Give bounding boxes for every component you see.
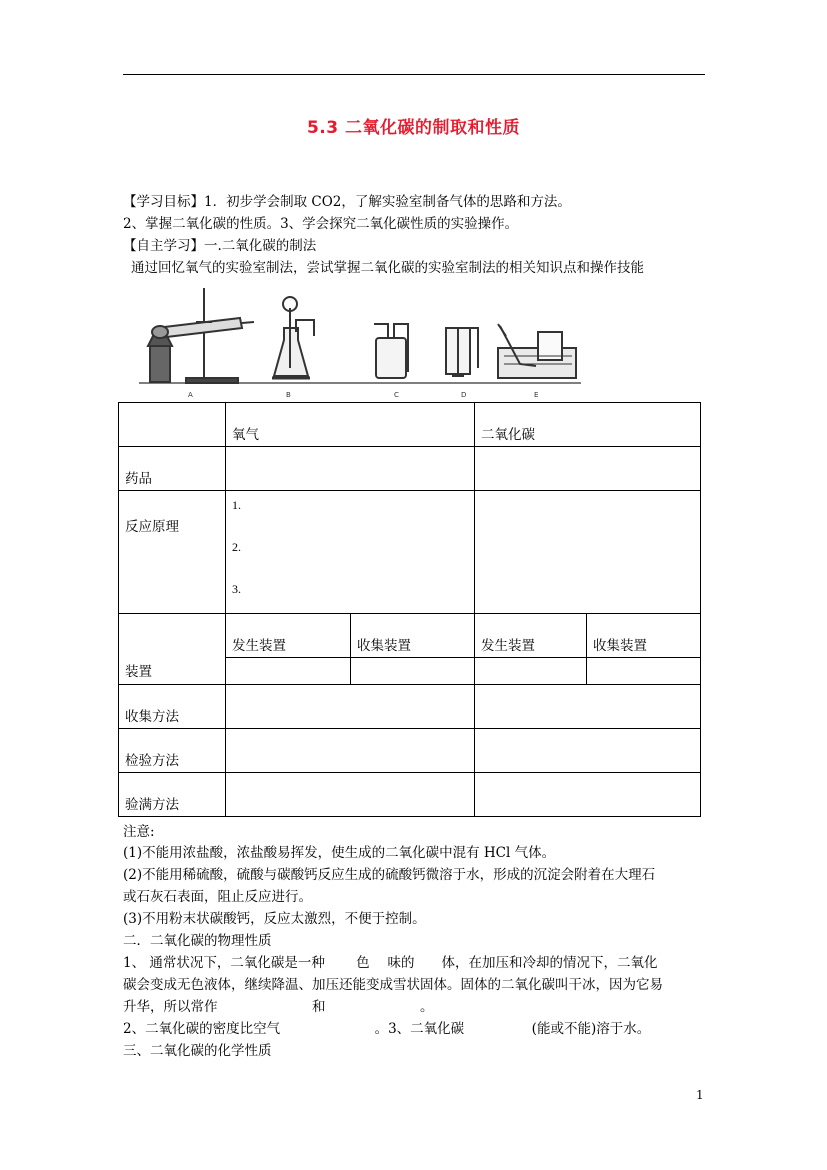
apparatus-label-c: C bbox=[394, 391, 399, 399]
test-oxygen-cell bbox=[226, 729, 475, 773]
apparatus-c bbox=[374, 324, 408, 378]
header-co2: 二氧化碳 bbox=[475, 403, 701, 447]
co2-generator-cell bbox=[475, 658, 587, 685]
page-title: 5.3 二氧化碳的制取和性质 bbox=[306, 118, 521, 138]
table-row-apparatus-top bbox=[119, 614, 701, 658]
goals-line-2: 2、掌握二氧化碳的性质。3、学会探究二氧化碳性质的实验操作。 bbox=[123, 216, 519, 232]
notes-heading: 注意: bbox=[123, 824, 155, 840]
oxygen-collector-cell bbox=[351, 658, 475, 685]
full-co2-cell bbox=[475, 773, 701, 817]
note-1: (1)不能用浓盐酸，浓盐酸易挥发，使生成的二氧化碳中混有 HCl 气体。 bbox=[123, 845, 556, 861]
header-oxygen: 氧气 bbox=[226, 403, 475, 447]
apparatus-label-b: B bbox=[286, 391, 291, 399]
full-oxygen-cell bbox=[226, 773, 475, 817]
principle-item-2: 2. bbox=[232, 540, 241, 554]
note-2a: (2)不能用稀硫酸，硫酸与碳酸钙反应生成的硫酸钙微溶于水，形成的沉淀会附着在大理石 bbox=[123, 867, 656, 883]
page-number: 1 bbox=[696, 1088, 704, 1102]
physical-1a: 1、 通常状况下，二氧化碳是一种 色 味的 体，在加压和冷却的情况下，二氧化 bbox=[123, 955, 658, 971]
principle-item-1: 1. bbox=[232, 498, 241, 512]
apparatus-label-d: D bbox=[461, 391, 467, 399]
principle-co2-cell bbox=[475, 491, 701, 614]
lab-apparatus-figure bbox=[136, 288, 586, 402]
table-row-reagent bbox=[119, 447, 701, 491]
table-row-header bbox=[119, 403, 701, 447]
chemical-heading: 三、二氧化碳的化学性质 bbox=[123, 1043, 272, 1059]
row-label-apparatus: 装置 bbox=[119, 614, 226, 685]
oxygen-generator-cell bbox=[226, 658, 351, 685]
oxygen-generator-label: 发生装置 bbox=[226, 614, 351, 658]
principle-item-3: 3. bbox=[232, 582, 241, 596]
table-row-collect bbox=[119, 685, 701, 729]
goals-line-1: 【学习目标】1．初步学会制取 CO2，了解实验室制备气体的思路和方法。 bbox=[123, 194, 571, 210]
collect-oxygen-cell bbox=[226, 685, 475, 729]
co2-collector-label: 收集装置 bbox=[587, 614, 701, 658]
collect-co2-cell bbox=[475, 685, 701, 729]
oxygen-collector-label: 收集装置 bbox=[351, 614, 475, 658]
comparison-table bbox=[118, 402, 701, 817]
table-row-principle bbox=[119, 491, 701, 614]
table-row-test bbox=[119, 729, 701, 773]
physical-heading: 二．二氧化碳的物理性质 bbox=[123, 933, 272, 949]
principle-oxygen-cell bbox=[226, 491, 475, 614]
apparatus-label-e: E bbox=[534, 391, 539, 399]
table-corner-cell bbox=[119, 403, 226, 447]
apparatus-label-a: A bbox=[188, 391, 193, 399]
self-study-intro: 通过回忆氧气的实验室制法，尝试掌握二氧化碳的实验室制法的相关知识点和操作技能 bbox=[131, 260, 644, 276]
co2-collector-cell bbox=[587, 658, 701, 685]
physical-1b: 碳会变成无色液体，继续降温、加压还能变成雪状固体。固体的二氧化碳叫干冰，因为它易 bbox=[123, 977, 663, 993]
row-label-collect: 收集方法 bbox=[119, 685, 226, 729]
note-2b: 或石灰石表面，阻止反应进行。 bbox=[123, 889, 312, 905]
row-label-reagent: 药品 bbox=[119, 447, 226, 491]
table-row-full bbox=[119, 773, 701, 817]
reagent-oxygen-cell bbox=[226, 447, 475, 491]
apparatus-b bbox=[272, 297, 314, 378]
co2-generator-label: 发生装置 bbox=[475, 614, 587, 658]
physical-1c: 升华，所以常作 和 。 bbox=[123, 999, 434, 1015]
self-study-heading: 【自主学习】一.二氧化碳的制法 bbox=[123, 238, 317, 254]
apparatus-e bbox=[498, 324, 576, 378]
test-co2-cell bbox=[475, 729, 701, 773]
row-label-full: 验满方法 bbox=[119, 773, 226, 817]
apparatus-d bbox=[446, 328, 478, 376]
note-3: (3)不用粉末状碳酸钙，反应太激烈，不便于控制。 bbox=[123, 911, 426, 927]
physical-2: 2、二氧化碳的密度比空气 。3、二氧化碳 (能或不能)溶于水。 bbox=[123, 1021, 651, 1037]
header-rule bbox=[123, 74, 705, 75]
reagent-co2-cell bbox=[475, 447, 701, 491]
row-label-test: 检验方法 bbox=[119, 729, 226, 773]
row-label-principle: 反应原理 bbox=[119, 491, 226, 614]
